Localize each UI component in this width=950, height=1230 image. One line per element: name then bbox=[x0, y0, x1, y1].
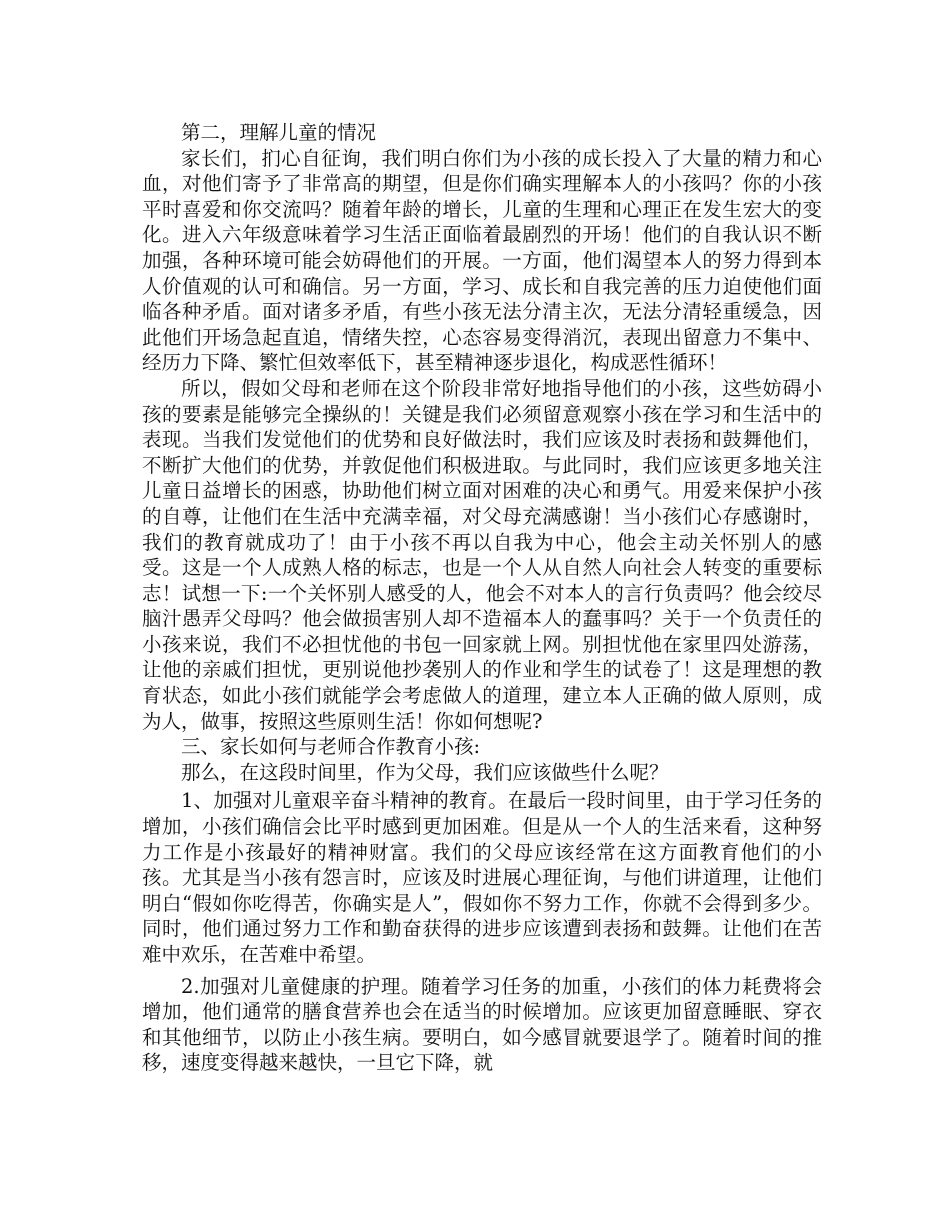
paragraph-2: 所以，假如父母和老师在这个阶段非常好地指导他们的小孩，这些妨碍小孩的要素是能够完全操纵的！关键是我们必须留意观察小孩在学习和生活中的表现。当我们发觉他们的优势和良好做法时，我们应该及时表扬和鼓舞他们，不断扩大他们的优势，并敦促他们积极进取。与此同时，我们应该更多地关注儿童日益增长的困惑，协助他们树立面对困难的决心和勇气。用爱来保护小孩的自尊，让他们在生活中充满幸福，对父母充满感谢！当小孩们心存感谢时，我们的教育就成功了！由于小孩不再以自我为中心，他会主动关怀别人的感受。这是一个人成熟人格的标志，也是一个人从自然人向社会人转变的重要标志！试想一下:一个关怀别人感受的人，他会不对本人的言行负责吗？他会绞尽脑汁愚弄父母吗？他会做损害别人却不造福本人的蠢事吗？关于一个负责任的小孩来说，我们不必担忧他的书包一回家就上网。别担忧他在家里四处游荡，让他的亲戚们担忧，更别说他抄袭别人的作业和学生的试卷了！这是理想的教育状态，如此小孩们就能学会考虑做人的道理，建立本人正确的做人原则，成为人，做事，按照这些原则生活！你如何想呢? bbox=[142, 376, 822, 733]
paragraph-4: 1、加强对儿童艰辛奋斗精神的教育。在最后一段时间里，由于学习任务的增加，小孩们确信会比平时感到更加困难。但是从一个人的生活来看，这种努力工作是小孩最好的精神财富。我们的父母应该经常在这方面教育他们的小孩。尤其是当小孩有怨言时，应该及时进展心理征询，与他们讲道理，让他们明白“假如你吃得苦，你确实是人”，假如你不努力工作，你就不会得到多少。同时，他们通过努力工作和勤奋获得的进步应该遭到表扬和鼓舞。让他们在苦难中欢乐，在苦难中希望。 bbox=[142, 789, 822, 966]
paragraph-3: 那么，在这段时间里，作为父母，我们应该做些什么呢？ bbox=[181, 760, 669, 784]
paragraph-5: 2.加强对儿童健康的护理。随着学习任务的加重，小孩们的体力耗费将会增加，他们通常的膳食营养也会在适当的时候增加。应该更加留意睡眠、穿衣和其他细节，以防止小孩生病。要明白，如今感冒就要退学了。随着时间的推移，速度变得越来越快，一旦它下降，就 bbox=[142, 974, 822, 1075]
section-heading-2: 第二，理解儿童的情况 bbox=[181, 121, 377, 144]
section-heading-3: 三、家长如何与老师合作教育小孩: bbox=[181, 735, 481, 759]
paragraph-1: 家长们，扪心自征询，我们明白你们为小孩的成长投入了大量的精力和心血，对他们寄予了非常高的期望，但是你们确实理解本人的小孩吗？你的小孩平时喜爱和你交流吗？随着年龄的增长，儿童的生理和心理正在发生宏大的变化。进入六年级意味着学习生活正面临着最剧烈的开场！他们的自我认识不断加强，各种环境可能会妨碍他们的开展。一方面，他们渴望本人的努力得到本人价值观的认可和确信。另一方面，学习、成长和自我完善的压力迫使他们面临各种矛盾。面对诸多矛盾，有些小孩无法分清主次，无法分清轻重缓急，因此他们开场急起直追，情绪失控，心态容易变得消沉，表现出留意力不集中、经历力下降、繁忙但效率低下，甚至精神逐步退化，构成恶性循环！ bbox=[142, 146, 822, 375]
document-body bbox=[142, 120, 822, 1076]
